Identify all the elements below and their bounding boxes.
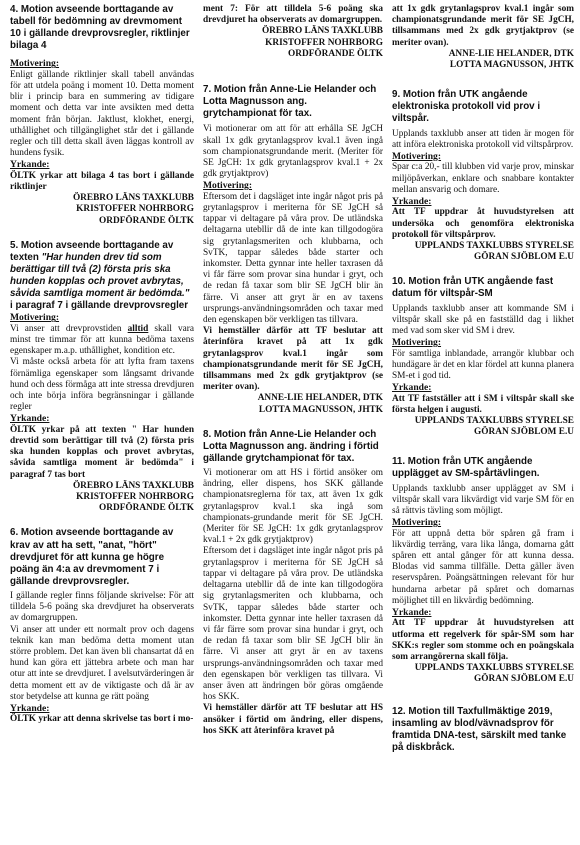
- motion-10-yrkande-label: Yrkande:: [392, 382, 432, 394]
- motion-10-motivering-label: Motivering:: [392, 337, 442, 349]
- motion-11-motivering-label: Motivering:: [392, 517, 442, 529]
- motion-11-text: Upplands taxklubb anser upplägget av SM i viltspår skall vara likvärdigt vid varje SM för en så rättvis tävling som möjligt.: [392, 483, 574, 516]
- motion-7-signature-2: LOTTA MAGNUSSON, JHTK: [258, 404, 383, 415]
- motion-5-heading: [10, 240, 194, 313]
- motion-4-motivering-label: Motivering:: [10, 58, 60, 70]
- motion-11-yrkande-label: Yrkande:: [392, 607, 432, 618]
- motion-8-heading: 8. Motion från Anne-Lie Helander och Lotta Magnusson ang. ändring i förtid gällande grytchampionat för tax.: [203, 428, 379, 464]
- motion-5-heading-quote: "Har hunden drev tid som berättigar till två (2) första pris ska hunden kopplas och provet avbrytas, såvida samtliga moment är bedömda.": [10, 251, 190, 300]
- motion-8-signature-2: LOTTA MAGNUSSON, JHTK: [449, 60, 574, 71]
- motion-6-text-1: I gällande regler finns följande skrivelse: För att tilldela 5-6 poäng ska drevdjuret ha observerats av domargruppen.: [10, 590, 194, 624]
- motion-6-signature-3: ORDFÖRANDE ÖLTK: [288, 48, 383, 59]
- motion-9-heading: 9. Motion från UTK angående elektroniska protokoll vid prov i viltspår.: [392, 89, 541, 125]
- motion-4-yrkande-label: Yrkande:: [10, 159, 50, 171]
- motion-6-text-2: Vi anser att under ett normalt prov och dagens teknik kan man bedöma detta moment utan större problem. Det kan även bli chansartat då en hund kan göra ett jättebra arbete och man har otur att inte se drevdjuret. I avelsutvärderingen är detta moment ett av de viktigaste och då är av stor betydelse att kunna ge rätt poäng: [10, 624, 194, 702]
- motion-4-yrkande-text: ÖLTK yrkar att bilaga 4 tas bort i gällande riktlinjer: [10, 170, 194, 193]
- motion-8-signature-1: ANNE-LIE HELANDER, DTK: [448, 48, 574, 59]
- motion-5-motivering-text-1: [10, 324, 194, 358]
- motion-11-heading: 11. Motion från UTK angående upplägget av SM-spårtävlingen.: [392, 456, 540, 480]
- motion-9-yrkande-label: Yrkande:: [392, 195, 432, 207]
- column-1: [10, 4, 194, 726]
- motion-5-text-end: skall vara minst tre timmar för att kunna bedöma taxens egenskaper m.a.p. uthållighet, kondition etc.: [10, 323, 194, 357]
- motion-5-signature-1: ÖREBRO LÄNS TAXKLUBB: [72, 480, 194, 491]
- motion-8-text-1: Vi motionerar om att HS i förtid ansöker om ändring, eller dispens, hos SKK gällande championatsreglerna för tax, att även 1x gdk grytanlagsprov kval.1 ska ingå som championats-grundande merit för SE JgCH. (Meriter för SE JgCH: 1x gdk grytanlagsprov kval.1 + 2x gdk grytjaktprov): [203, 468, 383, 546]
- motion-8-claim: Vi hemställer därför att TF beslutar att HS ansöker i förtid om ändring, eller dispens, hos SKK att återinföra kravet på: [203, 703, 383, 736]
- motion-9-motivering-label: Motivering:: [392, 150, 442, 162]
- motion-9-motivering-text: Spar c:a 20,- till klubben vid varje prov, minskar miljöpåverkan, enklare och snabbare kontakter mellan ansvarig och domare.: [392, 162, 574, 195]
- motion-5-text-start: Vi anser att drevprovstiden: [10, 323, 128, 334]
- column-3: [392, 4, 574, 754]
- motion-6-yrkande-continued: ment 7: För att tilldela 5-6 poäng ska drevdjuret ha observerats av domargruppen.: [203, 4, 383, 26]
- motion-6-yrkande-label: Yrkande:: [10, 702, 50, 714]
- motion-4-motivering-text: Enligt gällande riktlinjer skall tabell användas för att utdela poäng i moment 10. Detta moment blir i princip bara en summering av tidigare moment och detta var inte avsikten med detta moment från början. Jaktlust, klokhet, energi, uthållighet och tillgänglighet står det i gällande regler och till detta skall även läggas kontroll av hundens fysik.: [10, 69, 194, 159]
- motion-5-signature-3: ORDFÖRANDE ÖLTK: [99, 503, 194, 514]
- motion-7-text: Vi motionerar om att för att erhålla SE JgCH skall 1x gdk grytanlagsprov kval.1 även ingå som championatsgrundande merit. (Meriter för SE JgCH: 1x gdk grytanlagsprov kval.1 + 2x gdk grytjaktprov): [203, 124, 383, 180]
- motion-9-signature-2: GÖRAN SJÖBLOM E.U: [474, 252, 574, 263]
- column-2: [203, 4, 383, 737]
- motion-11-motivering-text: För att uppnå detta bör spåren gå fram i likvärdig terräng, vara lika långa, domarna gått spåren ett antal gånger för att kunna dessa. Blodas vid samma tillfälle. Detta gäller även reservspåren. Poängsättningen relevant för hur hundarna arbetar på spåret och domarnas möjlighet till en likvärdig bedömning.: [392, 528, 574, 606]
- motion-10-yrkande-text: Att TF fastställer att i SM i viltspår skall ske första helgen i augusti.: [392, 393, 574, 415]
- motion-10-motivering-text: För samtliga inblandade, arrangör klubbar och hundägare är det en klar fördel att kunna planera SM-et i god tid.: [392, 348, 574, 381]
- motion-5-motivering-text-2: Vi måste också arbeta för att lyfta fram taxens förnämliga egenskaper som långsamt drivande hund och dess förmåga att inte stressa drevdjuren och inte börja införa begränsningar i gällande regler: [10, 357, 194, 413]
- motion-8-claim-continued: att 1x gdk grytanlagsprov kval.1 ingår som championatsgrundande merit för SE JgCH, tillsammans med 2x gdk grytjaktprov (se meriter ovan).: [392, 4, 574, 48]
- motion-10-text: Upplands taxklubb anser att kommande SM i viltspår skall ske på en fastställd dag i likhet med vad som sker vid SM i drev.: [392, 303, 574, 336]
- motion-7-heading: 7. Motion från Anne-Lie Helander och Lotta Magnusson ang. grytchampionat för tax.: [203, 84, 377, 120]
- motion-11-signature-1: UPPLANDS TAXKLUBBS STYRELSE: [414, 663, 574, 674]
- motion-9-yrkande-text: Att TF uppdrar åt huvudstyrelsen att undersöka och genomföra elektroniska protokoll för viltspårprov.: [392, 207, 574, 240]
- motion-4-signature-3: ORDFÖRANDE ÖLTK: [99, 215, 194, 226]
- motion-10-heading: 10. Motion från UTK angående fast datum för viltspår-SM: [392, 276, 554, 300]
- motion-5-signature-2: KRISTOFFER NOHRBORG: [76, 492, 194, 503]
- motion-5-yrkande-text: ÖLTK yrkar på att texten " Har hunden drevtid som berättigar till två (2) första pris ska hunden kopplas och provet avbrytas, såvida samtliga moment är bedömda" i paragraf 7 tas bort: [10, 424, 194, 480]
- motion-5-heading-start: 5. Motion avseende borttagande av texten: [10, 239, 174, 263]
- motion-9-text: Upplands taxklubb anser att tiden är mogen för att införa elektroniska protokoll vid viltspårprov.: [392, 128, 574, 150]
- motion-6-yrkande-text: ÖLTK yrkar att denna skrivelse tas bort i mo-: [10, 714, 194, 725]
- motion-6-signature-2: KRISTOFFER NOHRBORG: [265, 37, 383, 48]
- motion-4-heading: 4. Motion avseende borttagande av tabell för bedömning av drevmoment 10 i gällande drevprovsregler, riktlinjer bilaga 4: [10, 4, 190, 52]
- motion-11-yrkande-text: Att TF uppdrar åt huvudstyrelsen att utforma ett regelverk för spår-SM som har SKK:s regler som stomme och en poängskala som arrangörerna skall följa.: [392, 618, 574, 663]
- motion-7-motivering-text: Eftersom det i dagsläget inte ingår något pris på grytanlagsprov i meriterna för SE JgCH så tappar vi deltagare på våra prov. De utländska deltagarna utebllir då de inte kan tillgodogöra sig grytanlagsmeriten och klubbarna, och SvTK, tappar således både starter och inkomster. Detta gynnar inte heller taxrasen då vi får färre som provar sina hundar i gryt, och de redan få taxar som blir SE JgCH blir än färre. Vi anser att gryt är en av taxens ursprungs-användningsområden och taxar med den egenskapen bör verkligen tas tillvara.: [203, 191, 383, 325]
- motion-9-signature-1: UPPLANDS TAXKLUBBS STYRELSE: [414, 240, 574, 251]
- motion-5-yrkande-label: Yrkande:: [10, 413, 50, 425]
- motion-4-signature-2: KRISTOFFER NOHRBORG: [76, 204, 194, 215]
- motion-8-text-2: Eftersom det i dagsläget inte ingår något pris på grytanlagsprov i meriterna för SE JgCH så tappar vi deltagare på våra prov. De utländska deltagarna utebllir då de inte kan tillgodogöra sig grytanlagsmeriten och klubbarna, och SvTK, tappar således både starter och inkomster. Detta gynnar inte heller taxrasen då vi får färre som provar sina hundar i gryt, och de redan få taxar som blir SE JgCH blir än färre. Vi anser att gryt är en av taxens ursprungs-användningsområden och taxar med den egenskapen bör verkligen tas tillvara. Vi anser även att ändringen bör göras omgående hos SKK.: [203, 546, 383, 703]
- motion-7-signature-1: ANNE-LIE HELANDER, DTK: [257, 393, 383, 404]
- motion-12-heading: 12. Motion till Taxfullmäktige 2019, insamling av blod/vävnadsprov för framtida DNA-test, särskilt med tanke på diskbråck.: [392, 705, 567, 753]
- motion-5-heading-end: i paragraf 7 i gällande drevprovsregler: [10, 300, 189, 312]
- motion-4-signature-1: ÖREBRO LÄNS TAXKLUBB: [72, 193, 194, 204]
- motion-5-motivering-label: Motivering:: [10, 312, 60, 324]
- motion-5-text-emphasis: alltid: [127, 323, 149, 334]
- motion-7-motivering-label: Motivering:: [203, 180, 253, 192]
- motion-11-signature-2: GÖRAN SJÖBLOM E.U: [474, 674, 574, 685]
- motion-10-signature-1: UPPLANDS TAXKLUBBS STYRELSE: [414, 415, 574, 426]
- motion-6-heading: 6. Motion avseende borttagande av krav av att ha sett, "anat, "hört" drevdjuret för att kunna ge högre poäng än 4:a av drevmoment 7 i gällande drevprovsregler.: [10, 527, 174, 587]
- motion-10-signature-2: GÖRAN SJÖBLOM E.U: [474, 427, 574, 438]
- motion-6-signature-1: ÖREBRO LÄNS TAXKLUBB: [261, 26, 383, 37]
- motion-7-claim: Vi hemställer därför att TF beslutar att återinföra kravet på att 1x gdk grytanlagsprov kval.1 ingår som championatsgrundande merit för SE JgCH, tillsammans med 2x gdk grytjaktprov (se meriter ovan).: [203, 326, 383, 393]
